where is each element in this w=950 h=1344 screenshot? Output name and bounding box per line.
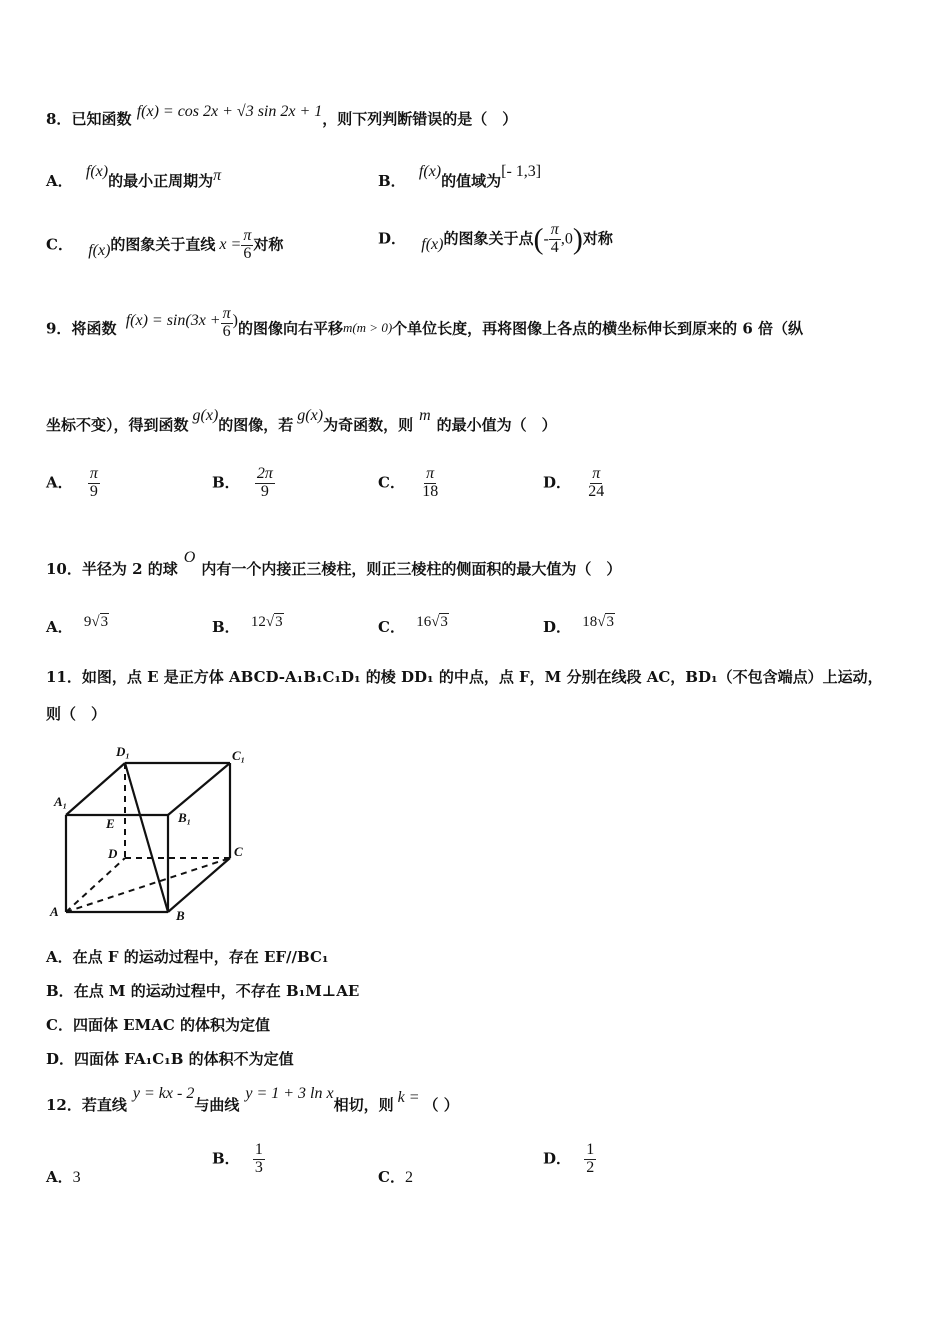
q9-line2-a: 坐标不变），得到函数 <box>46 416 189 434</box>
q9-option-b-den: 9 <box>260 482 269 500</box>
q12-number: 12． <box>46 1096 82 1114</box>
q8-option-d-rparen: ) <box>572 222 583 256</box>
q8-option-d-num: π <box>550 221 559 238</box>
q10-option-a-coef: 9 <box>83 614 92 630</box>
q9-frac-num: π <box>222 305 231 322</box>
q8-option-a[interactable] <box>46 163 222 191</box>
label-c: C <box>234 844 243 859</box>
q8-option-a-func: f(x) <box>85 163 109 180</box>
q11-option-a-text: 在点 F 的运动过程中，存在 EF//BC₁ <box>72 948 329 966</box>
q10-option-b-rad: 3 <box>275 614 283 630</box>
q11-text: 如图，点 E 是正方体 ABCD-A₁B₁C₁D₁ 的棱 DD₁ 的中点，点 F，M 分别在线段 AC，BD₁（不包含端点）上运动， <box>81 668 883 686</box>
q10-option-a-rad: 3 <box>100 614 109 630</box>
q9-option-b-num: 2π <box>256 465 273 482</box>
q12-option-a[interactable] <box>46 1166 81 1187</box>
q8-option-b-label: B． <box>378 172 406 190</box>
q9-shift: m(m > 0) <box>342 320 393 336</box>
label-b: B <box>176 908 185 923</box>
q12-option-b[interactable] <box>212 1142 265 1177</box>
q9-text-b: 的图像向右平移 <box>237 319 343 338</box>
q8-number: 8． <box>46 110 72 128</box>
q9-option-d[interactable] <box>543 466 606 501</box>
q8-option-d-func: f(x) <box>421 236 444 254</box>
q9-option-b-label: B． <box>212 473 240 492</box>
q8-option-b-value: [- 1,3] <box>501 163 542 180</box>
q12-k: k = <box>397 1089 420 1106</box>
q8-option-b-func: f(x) <box>418 163 442 180</box>
q8-option-d-text2: 对称 <box>582 229 613 248</box>
q8-formula: f(x) = cos 2x + √3 sin 2x + 1 <box>136 103 323 120</box>
q12-option-a-label: A． <box>46 1168 73 1186</box>
q8-option-c-num: π <box>243 227 252 244</box>
q8-option-c-text: 的图象关于直线 <box>110 235 216 254</box>
q11-option-c-label: C． <box>46 1016 73 1034</box>
label-a1: A₁ <box>54 794 68 809</box>
q10-option-b[interactable] <box>212 616 284 637</box>
q9-line2-d: 的最小值为（ ） <box>436 416 557 434</box>
q12-option-c-value: 2 <box>404 1169 413 1186</box>
hidden-diagonal-a-c <box>66 858 230 912</box>
label-b1: B₁ <box>178 810 192 825</box>
q11-option-a-label: A． <box>46 948 73 966</box>
q11-number: 11． <box>46 668 82 686</box>
q9-option-a-label: A． <box>46 473 73 492</box>
q10-option-a-label: A． <box>46 618 73 636</box>
q9-formula-fraction <box>221 306 233 341</box>
q11-option-b[interactable] <box>46 980 359 1001</box>
q9-option-c-num: π <box>426 465 435 482</box>
q11-option-c-text: 四面体 EMAC 的体积为定值 <box>72 1016 271 1034</box>
label-d: D <box>108 846 118 861</box>
q10-option-b-coef: 12 <box>250 614 266 630</box>
q10-option-d-rad: 3 <box>606 614 614 630</box>
q9-option-d-label: D． <box>543 473 572 492</box>
q9-option-c-fraction <box>420 466 440 501</box>
q8-option-d-text: 的图象关于点 <box>443 229 534 248</box>
q10-option-c-value: 16√3 <box>416 614 448 630</box>
q8-text-b: ，则下列判断错误的是（ ） <box>322 110 518 128</box>
q9-g-func-2: g(x) <box>297 407 324 424</box>
question-11-stem <box>46 666 883 687</box>
q12-option-b-den: 3 <box>254 1158 263 1176</box>
q12-option-d-label: D． <box>543 1149 572 1168</box>
q8-option-a-label: A． <box>46 172 73 190</box>
q9-line2-c: 为奇函数，则 <box>323 416 414 434</box>
q9-option-d-fraction <box>586 466 606 501</box>
q8-option-c-label: C． <box>46 235 73 254</box>
q9-text-c: 个单位长度，再将图像上各点的横坐标伸长到原来的 6 倍（纵 <box>392 319 804 338</box>
q9-m: m <box>419 407 431 424</box>
q9-option-c-den: 18 <box>422 482 439 500</box>
cube-figure <box>40 738 260 928</box>
q12-text-d: （ ） <box>423 1096 459 1114</box>
q12-text-b: 与曲线 <box>194 1096 240 1114</box>
q10-option-a[interactable] <box>46 616 109 637</box>
q8-option-b-text: 的值域为 <box>441 172 502 190</box>
q12-line: y = kx - 2 <box>132 1085 195 1102</box>
q11-option-a[interactable] <box>46 946 328 967</box>
q9-formula-rparen: ) <box>232 312 238 330</box>
q12-option-d-den: 2 <box>586 1158 595 1176</box>
label-c1: C₁ <box>232 748 246 763</box>
q10-option-c-rad: 3 <box>440 614 448 630</box>
label-a: A <box>50 904 59 919</box>
question-9-stem <box>46 305 804 347</box>
q8-option-d-den: 4 <box>550 238 559 256</box>
q10-option-c-coef: 16 <box>416 614 432 630</box>
label-d1: D₁ <box>116 744 130 759</box>
q10-number: 10． <box>46 560 82 578</box>
q9-option-b-fraction <box>255 466 275 501</box>
q8-text-a: 已知函数 <box>71 110 132 128</box>
q12-option-b-fraction <box>253 1142 265 1177</box>
q8-option-a-value: π <box>213 167 222 184</box>
q12-text-a: 若直线 <box>81 1096 127 1114</box>
q10-text-b: 内有一个内接正三棱柱，则正三棱柱的侧面积的最大值为（ ） <box>201 560 622 578</box>
label-e: E <box>106 816 115 831</box>
q9-number: 9． <box>46 319 72 338</box>
q10-option-d-value: 18√3 <box>582 614 614 630</box>
question-9-line2 <box>46 407 557 435</box>
q12-option-b-num: 1 <box>254 1141 263 1158</box>
q11-option-c[interactable] <box>46 1014 270 1035</box>
edge-b-c <box>168 858 230 912</box>
q10-sphere-o: O <box>183 549 196 566</box>
q11-option-d-text: 四面体 FA₁C₁B 的体积不为定值 <box>74 1050 294 1068</box>
edge-b1-c1 <box>168 763 230 815</box>
q12-option-c[interactable] <box>378 1166 413 1187</box>
q8-option-b[interactable] <box>378 163 542 191</box>
q9-option-a-num: π <box>89 465 98 482</box>
q9-option-c-label: C． <box>378 473 405 492</box>
q9-formula: f(x) = sin(3x + <box>125 312 221 330</box>
q9-option-d-den: 24 <box>588 482 605 500</box>
q9-option-d-num: π <box>592 465 601 482</box>
q11-option-b-text: 在点 M 的运动过程中，不存在 B₁M⊥AE <box>73 982 360 1000</box>
q8-option-c-fraction <box>241 228 253 263</box>
q8-option-c[interactable] <box>46 228 283 263</box>
q9-text-a: 将函数 <box>71 319 117 338</box>
q8-option-d-label: D． <box>378 229 407 248</box>
q12-option-d[interactable] <box>543 1142 596 1177</box>
hidden-edge-a-d <box>66 858 125 912</box>
q8-option-d-minus: - <box>543 230 549 248</box>
q9-option-a-fraction <box>88 466 100 501</box>
q8-option-c-func: f(x) <box>88 242 111 260</box>
q12-option-d-num: 1 <box>586 1141 595 1158</box>
q11-option-b-label: B． <box>46 982 74 1000</box>
q12-text-c: 相切，则 <box>333 1096 394 1114</box>
q8-option-c-eq: x = <box>219 236 242 254</box>
q9-line2-b: 的图像，若 <box>218 416 294 434</box>
question-8-stem <box>46 103 518 129</box>
q10-option-d-label: D． <box>543 618 572 636</box>
q10-option-d[interactable] <box>543 616 615 637</box>
q9-frac-den: 6 <box>222 322 231 340</box>
q8-option-d-lparen: ( <box>533 222 544 256</box>
q10-text-a: 半径为 2 的球 <box>81 560 178 578</box>
q10-option-a-value: 9√3 <box>83 614 109 630</box>
q9-option-a-den: 9 <box>89 482 98 500</box>
q8-option-d-fraction <box>549 222 561 257</box>
edge-a1-d1 <box>66 763 125 815</box>
q10-option-b-value: 12√3 <box>250 614 283 630</box>
q11-option-d-label: D． <box>46 1050 75 1068</box>
q12-option-b-label: B． <box>212 1149 240 1168</box>
q10-option-d-coef: 18 <box>582 614 598 630</box>
q12-option-c-label: C． <box>378 1168 405 1186</box>
q8-option-c-text2: 对称 <box>253 235 284 254</box>
question-11-line2: 则（ ） <box>46 705 107 723</box>
q12-option-d-fraction <box>584 1142 596 1177</box>
q11-option-d[interactable] <box>46 1048 294 1069</box>
question-12-stem <box>46 1085 459 1115</box>
q12-option-a-value: 3 <box>72 1169 81 1186</box>
q9-option-a[interactable] <box>46 466 100 501</box>
q10-option-b-label: B． <box>212 618 240 636</box>
q10-option-c-label: C． <box>378 618 405 636</box>
question-10-stem <box>46 549 622 579</box>
q12-curve: y = 1 + 3 ln x <box>245 1085 334 1102</box>
q9-option-c[interactable] <box>378 466 440 501</box>
q8-option-a-text: 的最小正周期为 <box>108 172 214 190</box>
q9-g-func: g(x) <box>192 407 219 424</box>
q8-option-d[interactable] <box>378 222 613 257</box>
q8-option-d-zero: ,0 <box>560 230 573 248</box>
q9-option-b[interactable] <box>212 466 275 501</box>
q8-option-c-den: 6 <box>243 244 252 262</box>
q10-option-c[interactable] <box>378 616 449 637</box>
